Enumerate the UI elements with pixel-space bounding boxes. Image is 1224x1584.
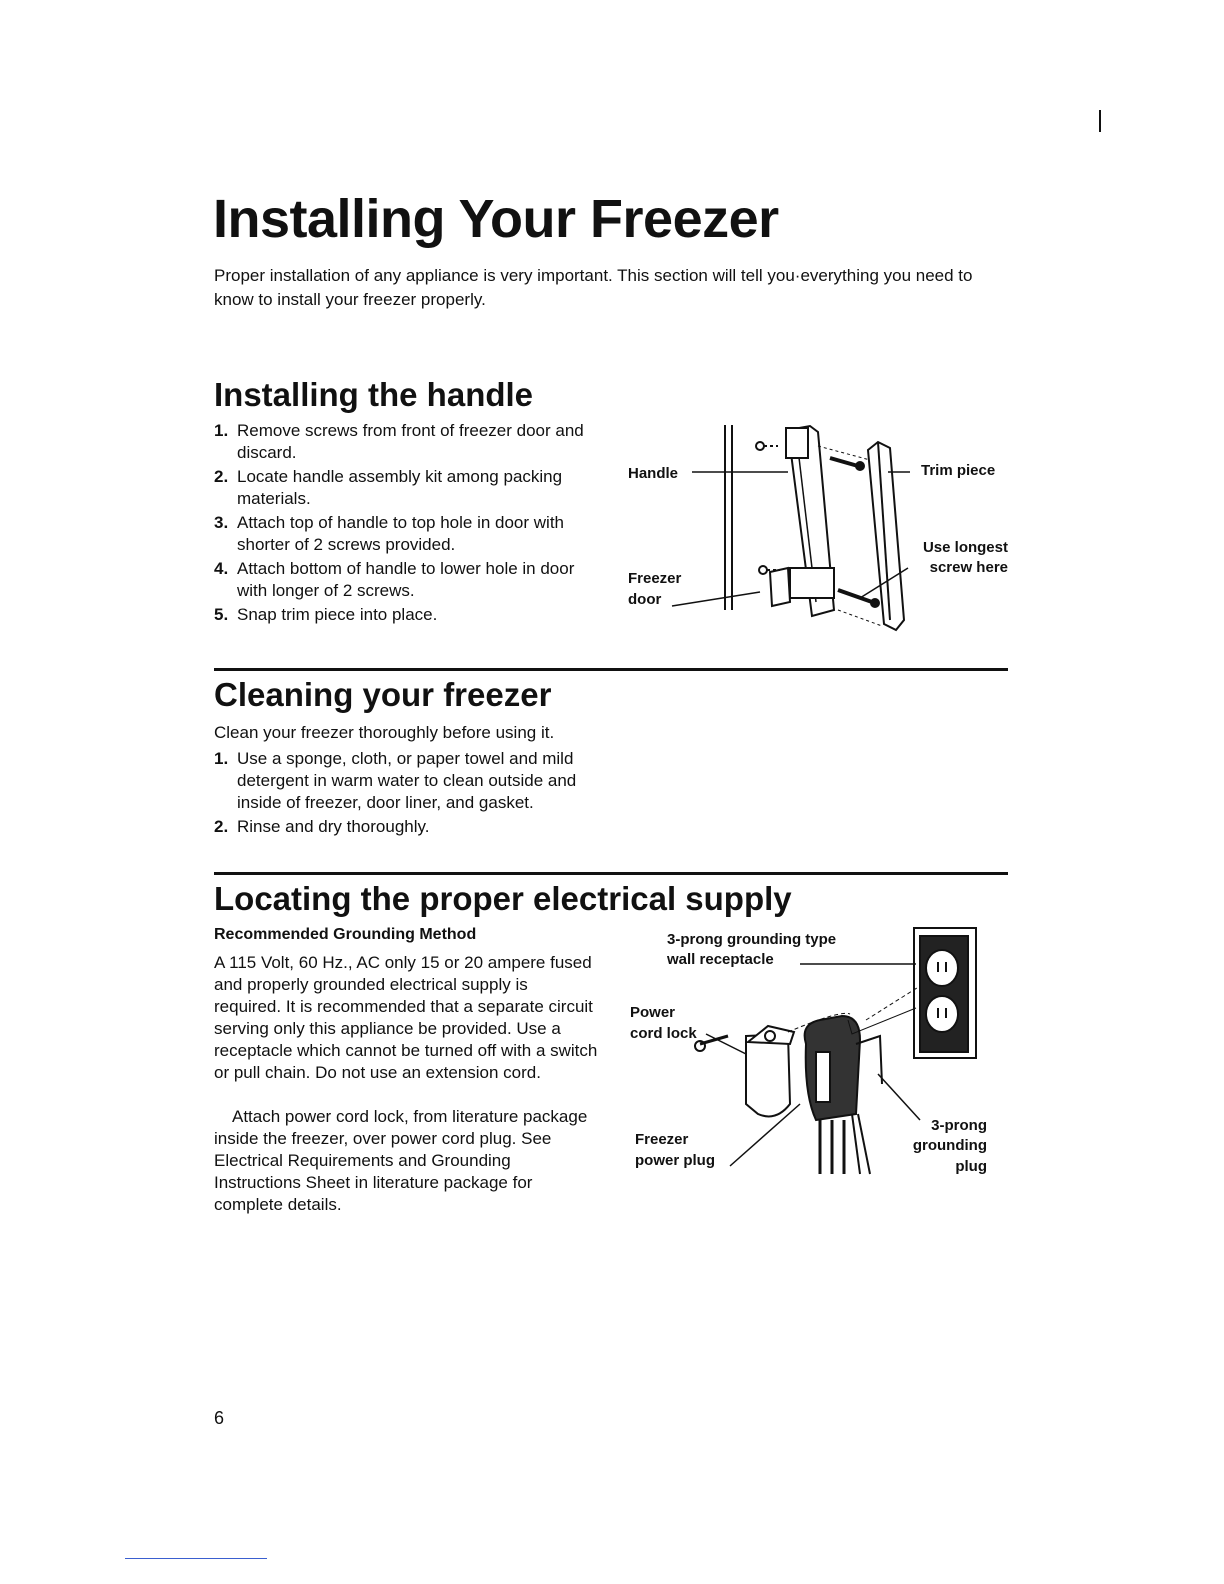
electrical-heading: Locating the proper electrical supply [214,880,792,917]
label-grounding-plug-3: plug [955,1158,987,1175]
list-item: 1. Use a sponge, cloth, or paper towel and mild detergent in warm water to clean outside and inside of freezer, door liner, and gasket. [214,749,577,812]
label-freezer-plug-1: Freezer [635,1131,689,1148]
grounding-paragraph-1: A 115 Volt, 60 Hz., AC only 15 or 20 ampere fused and properly grounded electrical supply is required. It is recommended that a separate circuit serving only this appliance be provided. Use a receptacle which cannot be turned off with a switch or pull chain. Do not use an extension cord. [214,953,598,1082]
intro-paragraph: Proper installation of any appliance is very important. This section will tell you·everything you need to know to install your freezer properly. [214,266,973,309]
cleaning-heading: Cleaning your freezer [214,676,552,713]
grounding-paragraph-2: Attach power cord lock, from literature package inside the freezer, over power cord plug. See Electrical Requirements and Grounding Instructions Sheet in literature package for complete details. [214,1107,588,1214]
cleaning-intro: Clean your freezer thoroughly before using it. [214,723,555,742]
list-item: 3. Attach top of handle to top hole in door with shorter of 2 screws provided. [214,513,565,554]
list-item: 1. Remove screws from front of freezer door and discard. [214,421,584,462]
cleaning-steps [214,748,594,840]
list-item: 4. Attach bottom of handle to lower hole in door with longer of 2 screws. [214,559,575,600]
page-number: 6 [214,1408,225,1428]
label-use-longest-2: screw here [929,559,1008,576]
label-grounding-plug-2: grounding [912,1137,987,1154]
label-handle: Handle [628,465,679,482]
label-cord-lock-1: Power [630,1004,676,1021]
label-freezer-door-1: Freezer [628,570,682,587]
handle-diagram [620,420,1020,650]
section-divider [214,872,1008,875]
footer-line [125,1558,267,1559]
label-freezer-plug-2: power plug [635,1152,715,1169]
grounding-subheading: Recommended Grounding Method [214,926,477,943]
label-grounding-plug-1: 3-prong [931,1117,987,1134]
list-item: 2. Rinse and dry thoroughly. [214,817,430,836]
handle-heading: Installing the handle [214,376,534,413]
label-use-longest-1: Use longest [922,539,1008,556]
label-freezer-door-2: door [628,591,662,608]
handle-steps [214,420,598,628]
label-receptacle-1: 3-prong grounding type [667,931,837,948]
section-divider [214,668,1008,671]
label-trim-piece: Trim piece [921,462,996,479]
page-title: Installing Your Freezer [213,189,779,249]
label-receptacle-2: wall receptacle [667,951,774,968]
list-item: 2. Locate handle assembly kit among packing materials. [214,467,563,508]
list-item: 5. Snap trim piece into place. [214,605,438,624]
edge-mark [1099,110,1101,132]
label-cord-lock-2: cord lock [630,1025,697,1042]
